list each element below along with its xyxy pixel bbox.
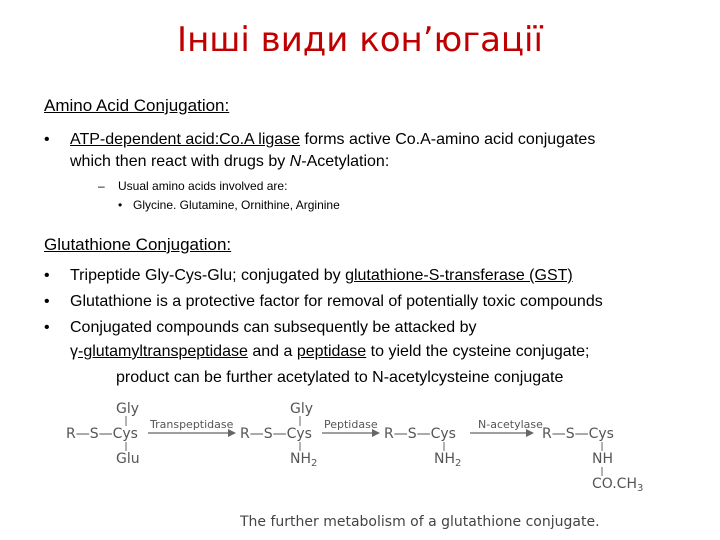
amino-bullet-1-line-1: ATP-dependent acid:Co.A ligase forms active Co.A-amino acid conjugates <box>70 131 596 148</box>
s1-main: R—S—Cys <box>66 426 138 442</box>
s2-main: R—S—Cys <box>240 426 312 442</box>
ligase-term: ATP-dependent acid:Co.A ligase <box>70 131 301 148</box>
slide-title: Інші види кон’югації <box>177 20 543 60</box>
s1-gly: Gly <box>116 401 140 417</box>
s3-nh2: $NH_2$ <box>434 451 462 469</box>
arrow3-label: N-acetylase <box>478 418 543 431</box>
s4-main: R—S—Cys <box>542 426 614 442</box>
s4-nh: NH <box>592 451 613 467</box>
s3-main: R—S—Cys <box>384 426 456 442</box>
s2-nh2: $NH_2$ <box>290 451 318 469</box>
glut-bullet-3-line-2: γ-glutamyltranspeptidase and a peptidase to yield the cysteine conjugate; <box>70 343 590 360</box>
glut-bullet-3-line-3: product can be further acetylated to N-acetylcysteine conjugate <box>116 369 564 386</box>
arrow2-label: Peptidase <box>324 418 378 431</box>
arrow1-label: Transpeptidase <box>150 418 234 431</box>
s4-coch3: $CO.CH_3$ <box>592 476 644 494</box>
peptidase-term: peptidase <box>296 343 367 360</box>
amino-bullet-1-line-2: which then react with drugs by N-Acetylation: <box>70 153 390 170</box>
s1-glu: Glu <box>116 451 140 467</box>
amino-heading: Amino Acid Conjugation: <box>44 96 230 115</box>
scheme-caption: The further metabolism of a glutathione conjugate. <box>240 514 600 530</box>
s2-gly: Gly <box>290 401 314 417</box>
glut-heading: Glutathione Conjugation: <box>44 235 232 254</box>
transpeptidase-term: -glutamyltranspeptidase <box>78 343 248 360</box>
gst-term: glutathione-S-transferase (GST) <box>345 267 573 284</box>
bullet-dot: • <box>44 131 50 148</box>
